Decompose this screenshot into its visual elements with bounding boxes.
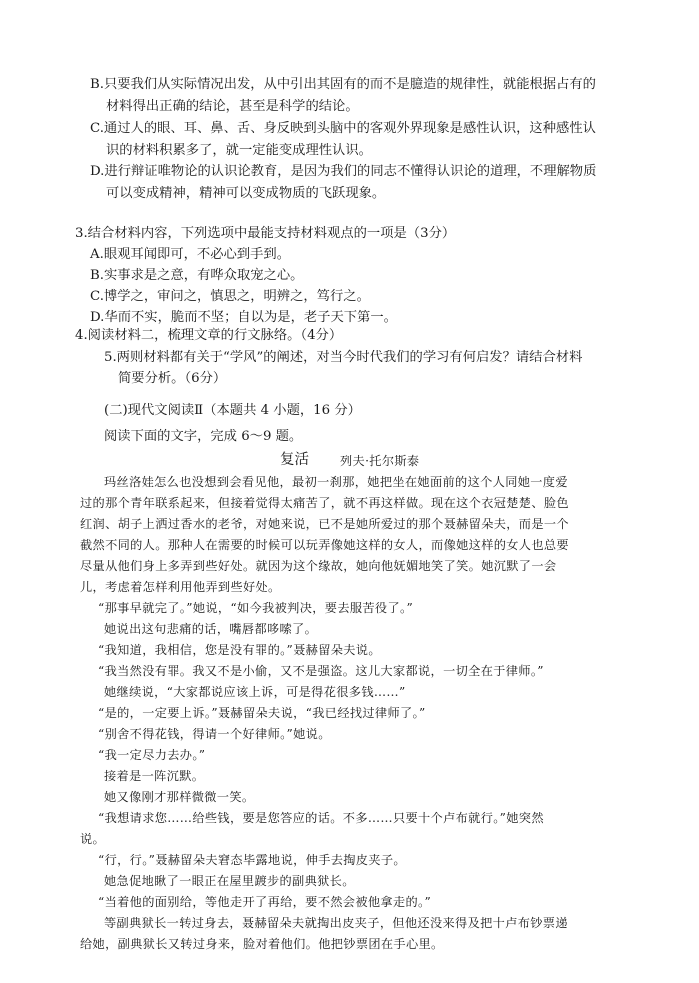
q3-option-a: A.眼观耳闻即可，不必心到手到。 [90, 247, 290, 262]
story-line: “当着他的面别给，等他走开了再给，要不然会被他拿走的。” [98, 895, 432, 909]
section-instruction: 阅读下面的文字，完成 6～9 题。 [104, 429, 303, 444]
story-line: 尽量从他们身上多弄到些好处。就因为这个缘故，她向他妩媚地笑了笑。她沉默了一会 [80, 559, 557, 573]
q2-option-d-line1: D.进行辩证唯物论的认识论教育，是因为我们的同志不懂得认识论的道理，不理解物质 [90, 164, 597, 179]
q2-option-c-line1: C.通过人的眼、耳、鼻、舌、身反映到头脑中的客观外界现象是感性认识，这种感性认 [90, 121, 596, 136]
story-line: 接着是一阵沉默。 [104, 769, 205, 783]
story-line: 她急促地瞅了一眼正在屋里踱步的副典狱长。 [104, 874, 355, 888]
story-line: “那事早就完了。”她说，“如今我被判决，要去服苦役了。” [98, 601, 414, 615]
q2-option-c-line2: 识的材料积累多了，就一定能变成理性认识。 [106, 143, 372, 158]
story-line: 截然不同的人。那种人在需要的时候可以玩弄像她这样的女人，而像她这样的女人也总要 [80, 538, 569, 552]
section-heading: (二)现代文阅读Ⅱ（本题共 4 小题，16 分） [104, 403, 361, 418]
story-line: 她说出这句悲痛的话，嘴唇都哆嗦了。 [104, 622, 318, 636]
q3-option-d: D.华而不实，脆而不坚；自以为是，老子天下第一。 [90, 310, 397, 325]
q3-option-c: C.博学之，审问之，慎思之，明辨之，笃行之。 [90, 289, 370, 304]
story-line: “是的，一定要上诉。”聂赫留朵夫说，“我已经找过律师了。” [98, 706, 426, 720]
story-line: “别舍不得花钱，得请一个好律师。”她说。 [98, 727, 331, 741]
story-author: 列夫·托尔斯泰 [340, 454, 420, 468]
story-line: “我知道，我相信，您是没有罪的。”聂赫留朵夫说。 [98, 643, 381, 657]
story-line: 等副典狱长一转过身去，聂赫留朵夫就掏出皮夹子，但他还没来得及把十卢布钞票递 [104, 916, 568, 930]
story-line: “我一定尽力去办。” [98, 748, 206, 762]
q4-stem: 4.阅读材料二，梳理文章的行文脉络。（4分） [75, 328, 343, 343]
q2-option-b-line1: B.只要我们从实际情况出发，从中引出其固有的而不是臆造的规律性，就能根据占有的 [90, 77, 596, 92]
story-line: 说。 [80, 832, 106, 846]
q5-stem-line2: 简要分析。（6分） [118, 371, 227, 386]
story-line: “我想请求您……给些钱，要是您答应的话。不多……只要十个卢布就行。”她突然 [98, 811, 544, 825]
q3-option-b: B.实事求是之意，有哗众取宠之心。 [90, 268, 304, 283]
story-line: “我当然没有罪。我又不是小偷，又不是强盗。这儿大家都说，一切全在于律师。” [98, 664, 544, 678]
story-line: 她又像刚才那样微微一笑。 [104, 790, 255, 804]
q2-option-b-line2: 材料得出正确的结论，甚至是科学的结论。 [106, 99, 359, 114]
q3-stem: 3.结合材料内容，下列选项中最能支持材料观点的一项是（3分） [75, 226, 456, 241]
story-title: 复活 [280, 452, 309, 468]
story-line: 儿，考虑着怎样利用他弄到些好处。 [80, 580, 281, 594]
story-line: 红润、胡子上洒过香水的老爷，对她来说，已不是她所爱过的那个聂赫留朵夫，而是一个 [80, 517, 569, 531]
story-line: 过的那个青年联系起来，但接着觉得太痛苦了，就不再这样做。现在这个衣冠楚楚、脸色 [80, 496, 569, 510]
story-line: 她继续说，“大家都说应该上诉，可是得花很多钱……” [104, 685, 406, 699]
story-line: 给她，副典狱长又转过身来，脸对着他们。他把钞票团在手心里。 [80, 937, 444, 951]
q2-option-d-line2: 可以变成精神，精神可以变成物质的飞跃现象。 [106, 186, 386, 201]
story-line: “行，行。”聂赫留朵夫窘态毕露地说，伸手去掏皮夹子。 [98, 853, 406, 867]
story-line: 玛丝洛娃怎么也没想到会看见他，最初一刹那，她把坐在她面前的这个人同她一度爱 [104, 475, 568, 489]
q5-stem-line1: 5.两则材料都有关于“学风”的阐述，对当今时代我们的学习有何启发？请结合材料 [104, 350, 583, 365]
